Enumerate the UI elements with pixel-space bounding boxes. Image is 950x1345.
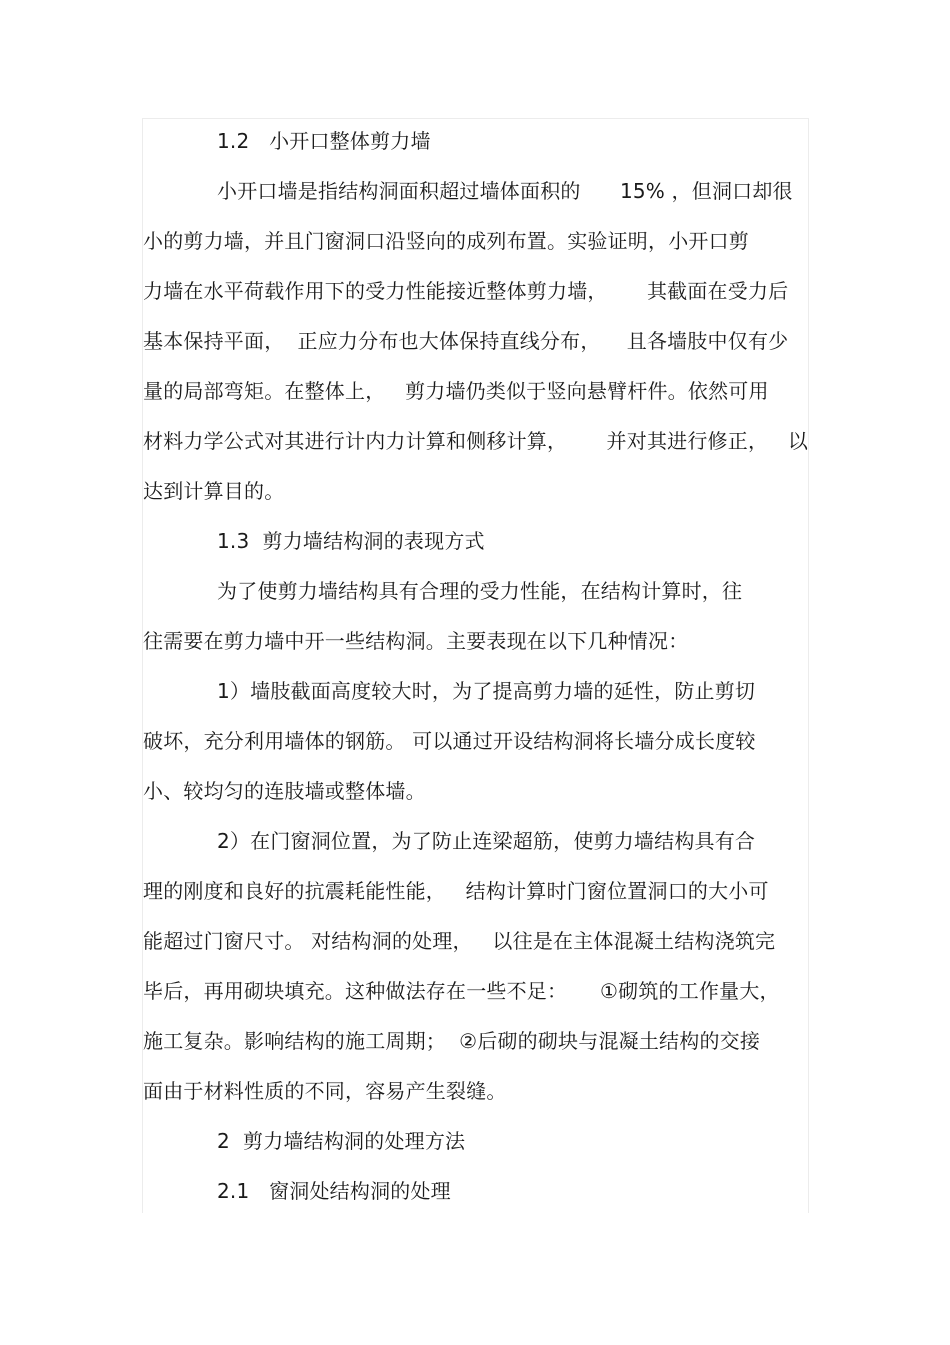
paragraph-line: 基本保持平面， 正应力分布也大体保持直线分布， 且各墙肢中仅有少 (143, 329, 789, 353)
paragraph-line: 达到计算目的。 (143, 479, 285, 503)
paragraph-line: 面由于材料性质的不同，容易产生裂缝。 (143, 1079, 507, 1103)
heading-2-1: 2.1 窗洞处结构洞的处理 (217, 1179, 451, 1203)
paragraph-line: 能超过门窗尺寸。 对结构洞的处理， 以往是在主体混凝土结构浇筑完 (143, 929, 776, 953)
paragraph-line: 为了使剪力墙结构具有合理的受力性能，在结构计算时，往 (217, 579, 743, 603)
paragraph-line: 施工复杂。影响结构的施工周期； ②后砌的砌块与混凝土结构的交接 (143, 1029, 761, 1053)
paragraph-line: 往需要在剪力墙中开一些结构洞。主要表现在以下几种情况： (143, 629, 689, 653)
paragraph-line: 量的局部弯矩。在整体上， 剪力墙仍类似于竖向悬臂杆件。依然可用 (143, 379, 769, 403)
list-item-2: 2）在门窗洞位置，为了防止连梁超筋，使剪力墙结构具有合 (217, 829, 756, 853)
paragraph-line: 破坏，充分利用墙体的钢筋。 可以通过开设结构洞将长墙分成长度较 (143, 729, 756, 753)
paragraph-line: 小开口墙是指结构洞面积超过墙体面积的 15% ，但洞口却很 (217, 179, 793, 203)
heading-1-3: 1.3 剪力墙结构洞的表现方式 (217, 529, 485, 553)
paragraph-line: 材料力学公式对其进行计内力计算和侧移计算， 并对其进行修正， 以 (143, 429, 809, 453)
paragraph-line: 小的剪力墙，并且门窗洞口沿竖向的成列布置。实验证明，小开口剪 (143, 229, 749, 253)
paragraph-line: 力墙在水平荷载作用下的受力性能接近整体剪力墙， 其截面在受力后 (143, 279, 789, 303)
paragraph-line: 理的刚度和良好的抗震耗能性能， 结构计算时门窗位置洞口的大小可 (143, 879, 769, 903)
paragraph-line: 毕后，再用砌块填充。这种做法存在一些不足： ①砌筑的工作量大， (143, 979, 780, 1003)
paragraph-line: 小、较均匀的连肢墙或整体墙。 (143, 779, 426, 803)
list-item-1: 1）墙肢截面高度较大时，为了提高剪力墙的延性，防止剪切 (217, 679, 756, 703)
heading-1-2: 1.2 小开口整体剪力墙 (217, 129, 431, 153)
heading-2: 2 剪力墙结构洞的处理方法 (217, 1129, 466, 1153)
